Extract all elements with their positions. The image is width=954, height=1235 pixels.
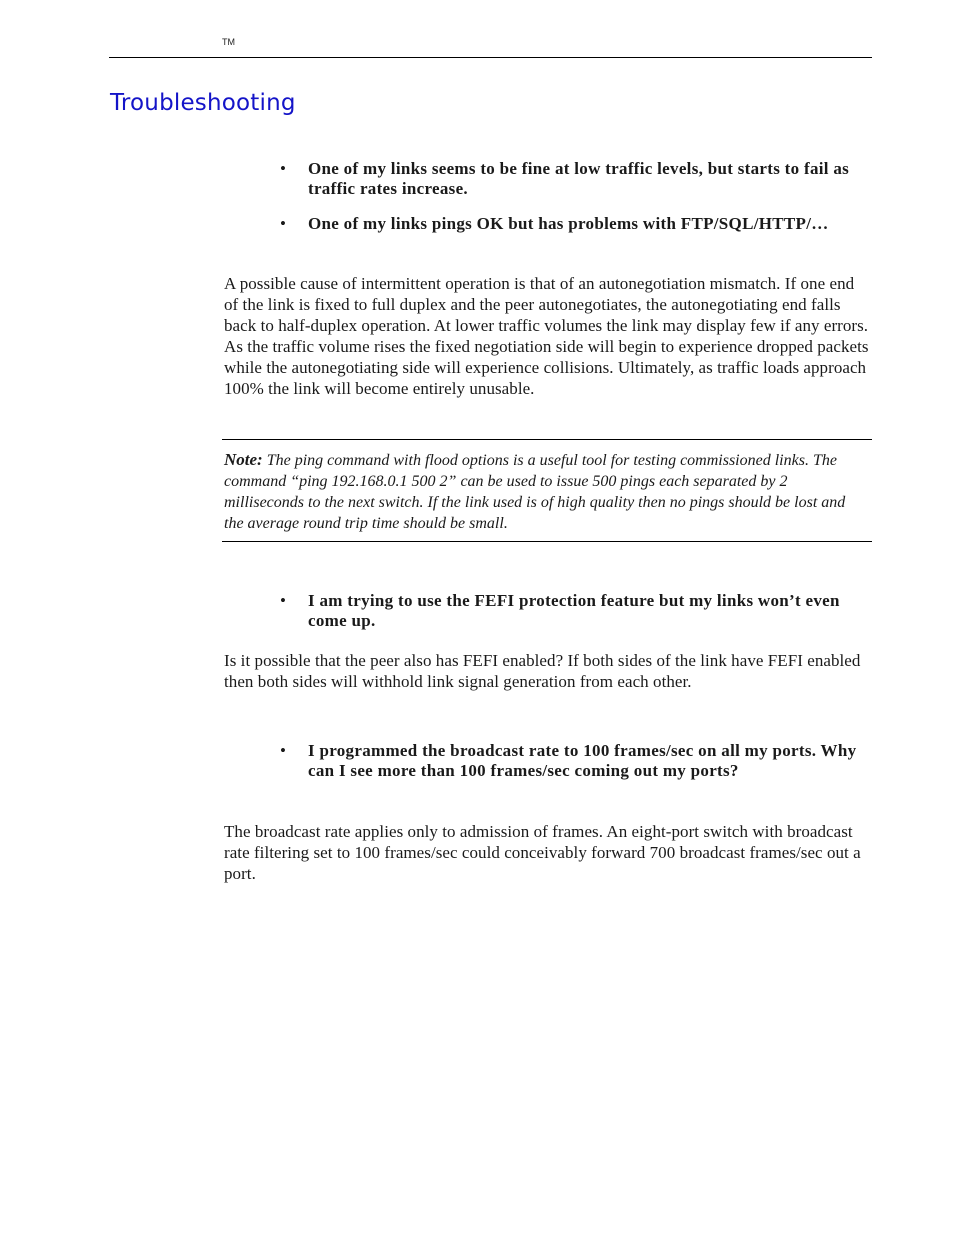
bullet-icon: • [280, 591, 287, 610]
section-title: Troubleshooting [110, 90, 296, 116]
note-label: Note: [224, 450, 263, 469]
answer-paragraph: The broadcast rate applies only to admission of frames. An eight-port switch with broadcast rate filtering set to 100 frames/sec could conceivably forward 700 broadcast frames/sec out a port. [224, 822, 861, 883]
bullet-icon: • [280, 214, 287, 233]
question-item [280, 214, 870, 234]
bullet-icon: • [280, 159, 287, 178]
question-list-1 [280, 159, 870, 234]
question-item [280, 741, 870, 781]
question-text: One of my links pings OK but has problems with FTP/SQL/HTTP/… [308, 214, 829, 233]
answer-paragraph: A possible cause of intermittent operation is that of an autonegotiation mismatch. If one end of the link is fixed to full duplex and the peer autonegotiates, the autonegotiating end falls back to half-duplex operation. At lower traffic volumes the link may display few if any errors. As the traffic volume rises the fixed negotiation side will begin to experience dropped packets while the autonegotiating side will experience collisions. Ultimately, as traffic loads approach 100% the link will become entirely unusable. [224, 274, 869, 398]
question-list-2 [280, 591, 870, 631]
note-text [224, 449, 864, 534]
question-text: I programmed the broadcast rate to 100 frames/sec on all my ports. Why can I see more than 100 frames/sec coming out my ports? [308, 741, 857, 780]
answer-paragraph: Is it possible that the peer also has FEFI enabled? If both sides of the link have FEFI enabled then both sides will withhold link signal generation from each other. [224, 651, 861, 691]
question-list-3 [280, 741, 870, 781]
question-text: One of my links seems to be fine at low traffic levels, but starts to fail as traffic rates increase. [308, 159, 850, 198]
question-item [280, 159, 870, 199]
header-divider [109, 57, 872, 58]
note-box [222, 439, 872, 542]
question-item [280, 591, 870, 631]
trademark-mark: TM [222, 37, 235, 47]
question-text: I am trying to use the FEFI protection feature but my links won’t even come up. [308, 591, 840, 630]
note-body: The ping command with flood options is a useful tool for testing commissioned links. The command “ping 192.168.0.1 500 2” can be used to issue 500 pings each separated by 2 milliseconds to the next switch. If the link used is of high quality then no pings should be lost and the average round trip time should be small. [224, 452, 846, 532]
bullet-icon: • [280, 741, 287, 760]
